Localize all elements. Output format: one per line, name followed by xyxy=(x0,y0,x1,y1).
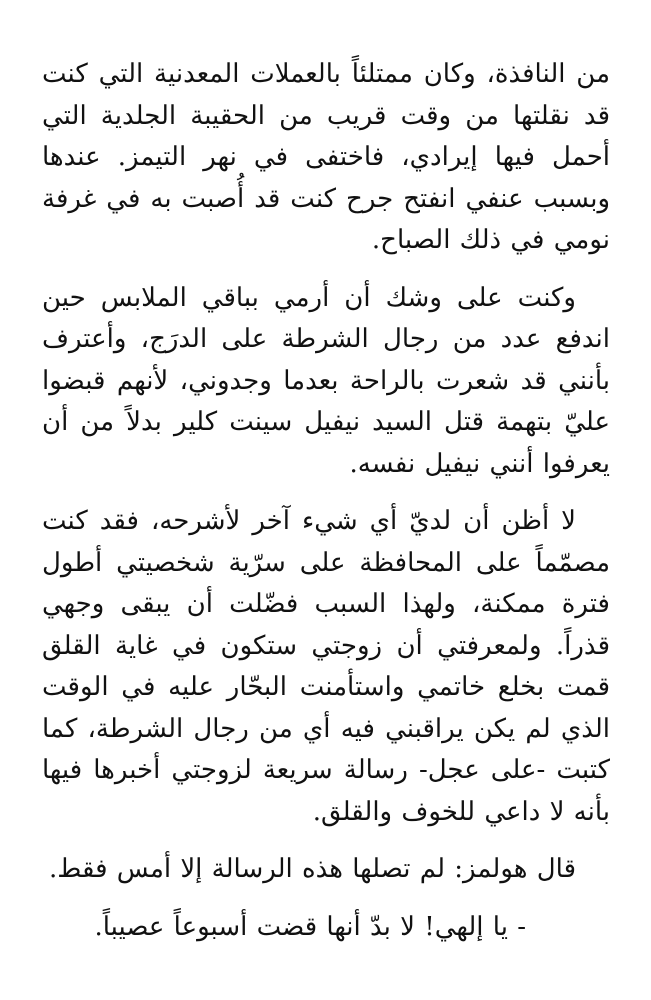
paragraph-5-dialogue: - يا إلهي! لا بدّ أنها قضت أسبوعاً عصيباً. xyxy=(94,911,526,942)
paragraph-1: من النافذة، وكان ممتلئاً بالعملات المعدنية التي كنت قد نقلتها من وقت قريب من الحقيبة الجلدية التي أحمل فيها إيرادي، فاختفى في نهر التيمز. عندها وبسبب عنفي انفتح جرح كنت قد أُصبت به في غرفة نومي في ذلك الصباح. xyxy=(42,59,610,255)
paragraph-4: قال هولمز: لم تصلها هذه الرسالة إلا أمس فقط. xyxy=(49,854,576,884)
paragraph-3: لا أظن أن لديّ أي شيء آخر لأشرحه، فقد كنت مصمّماً على المحافظة على سرّية شخصيتي أطول فترة ممكنة، ولهذا السبب فضّلت أن يبقى وجهي قذراً. ولمعرفتي أن زوجتي ستكون في غاية القلق قمت بخلع خاتمي واستأمنت البحّار عليه في الوقت الذي لم يكن يراقبني فيه أي من رجال الشرطة، كما كتبت -على عجل- رسالة سريعة لزوجتي أخبرها فيها بأنه لا داعي للخوف والقلق. xyxy=(42,506,610,827)
paragraph-2: وكنت على وشك أن أرمي بباقي الملابس حين اندفع عدد من رجال الشرطة على الدرَج، وأعترف بأنني قد شعرت بالراحة بعدما وجدوني، لأنهم قبضوا عليّ بتهمة قتل السيد نيفيل سينت كلير بدلاً من أن يعرفوا أنني نيفيل نفسه. xyxy=(42,282,610,479)
